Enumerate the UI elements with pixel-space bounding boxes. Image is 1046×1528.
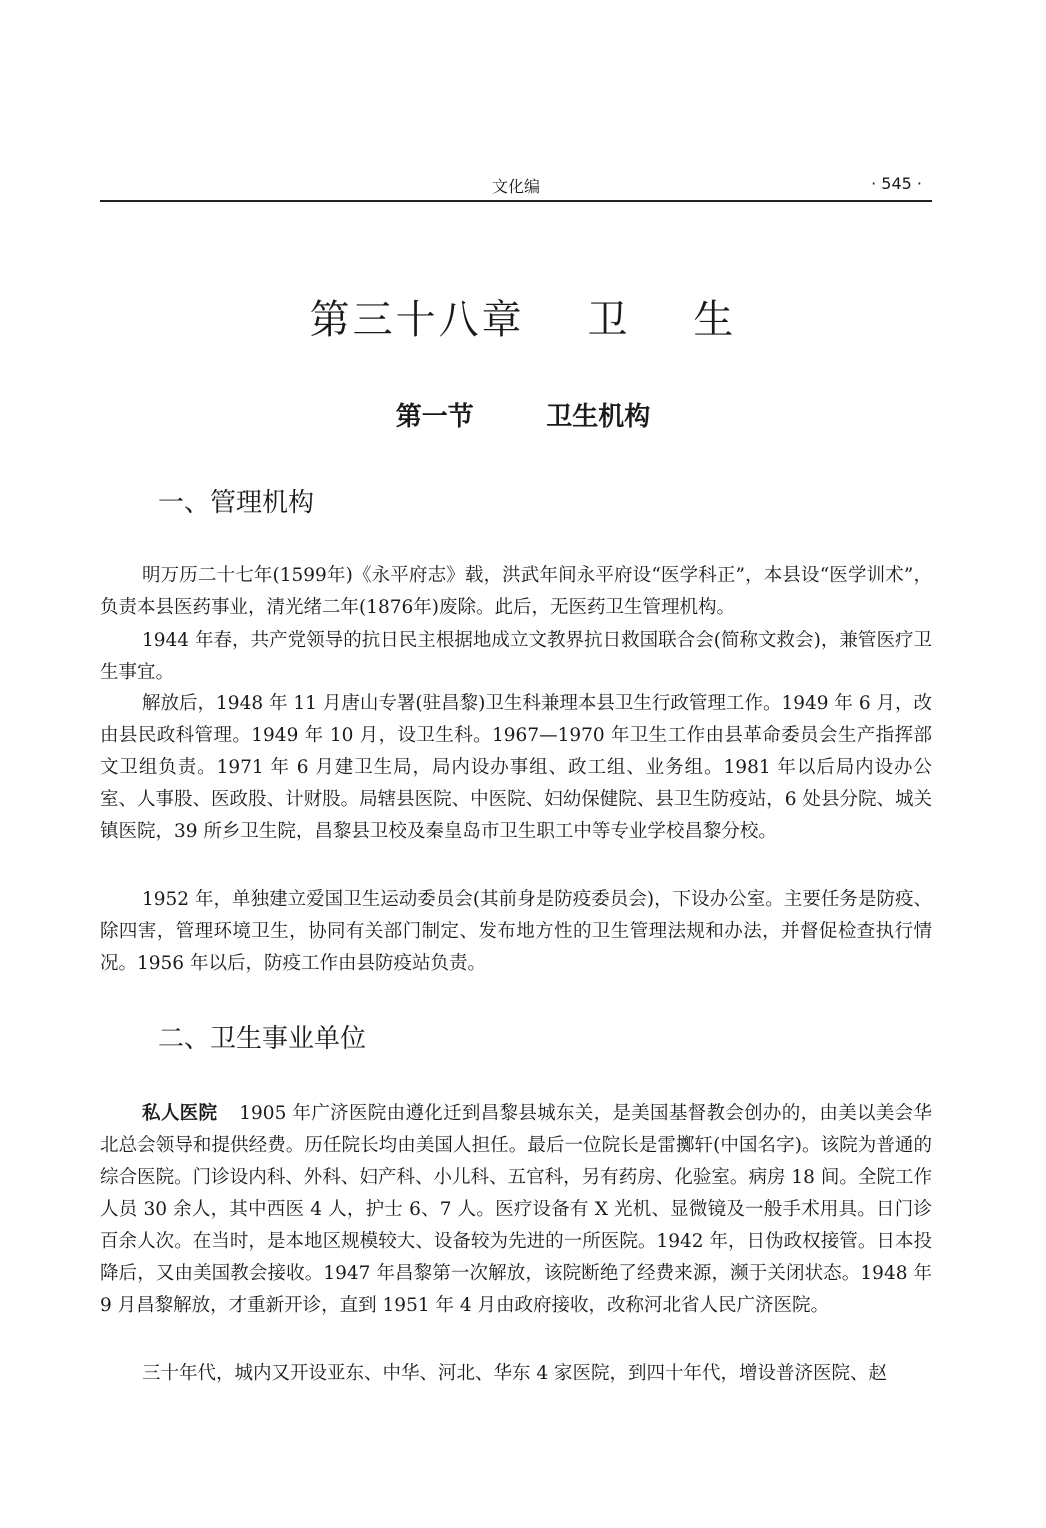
heading-health-units: 二、卫生事业单位 xyxy=(158,1024,367,1054)
running-header xyxy=(100,172,932,202)
paragraph: 1952 年，单独建立爱国卫生运动委员会(其前身是防疫委员会)，下设办公室。主要任务是防疫、除四害，管理环境卫生，协同有关部门制定、发布地方性的卫生管理法规和办法，并督促检查执行情况。1956 年以后，防疫工作由县防疫站负责。 xyxy=(100,889,932,974)
paragraph: 解放后，1948 年 11 月唐山专署(驻昌黎)卫生科兼理本县卫生行政管理工作。1949 年 6 月，改由县民政科管理。1949 年 10 月，设卫生科。1967—1970 年卫生工作由县革命委员会生产指挥部文卫组负责。1971 年 6 月建卫生局，局内设办事组、政工组、业务组。1981 年以后局内设办公室、人事股、医政股、计财股。局辖县医院、中医院、妇幼保健院、县卫生防疫站，6 处县分院、城关镇医院，39 所乡卫生院，昌黎县卫校及秦皇岛市卫生职工中等专业学校昌黎分校。 xyxy=(100,693,932,842)
paragraph: 1944 年春，共产党领导的抗日民主根据地成立文教界抗日救国联合会(简称文救会)，兼管医疗卫生事宜。 xyxy=(100,630,932,683)
paragraph: 明万历二十七年(1599年)《永平府志》载，洪武年间永平府设“医学科正”，本县设“医学训术”，负责本县医药事业，清光绪二年(1876年)废除。此后，无医药卫生管理机构。 xyxy=(100,565,932,618)
paragraph-private-hospital xyxy=(100,1098,932,1322)
paragraph-lead-term: 私人医院 xyxy=(142,1103,218,1124)
paragraph: 三十年代，城内又开设亚东、中华、河北、华东 4 家医院，到四十年代，增设普济医院、赵 xyxy=(142,1363,888,1384)
paragraph-body: 1905 年广济医院由遵化迁到昌黎县城东关，是美国基督教会创办的，由美以美会华北总会领导和提供经费。历任院长均由美国人担任。最后一位院长是雷擲轩(中国名字)。该院为普通的综合医院。门诊设内科、外科、妇产科、小儿科、五官科，另有药房、化验室。病房 18 间。全院工作人员 30 余人，其中西医 4 人，护士 6、7 人。医疗设备有 X 光机、显微镜及一般手术用具。日门诊百余人次。在当时，是本地区规模较大、设备较为先进的一所医院。1942 年，日伪政权接管。日本投降后，又由美国教会接收。1947 年昌黎第一次解放，该院断绝了经费来源，濒于关闭状态。1948 年 9 月昌黎解放，才重新开诊，直到 1951 年 4 月由政府接收，改称河北省人民广济医院。 xyxy=(100,1103,932,1316)
section-title: 第一节 卫生机构 xyxy=(395,402,651,432)
chapter-title: 第三十八章 卫 生 xyxy=(309,297,737,343)
heading-management: 一、管理机构 xyxy=(158,488,315,518)
header-section-name: 文化编 xyxy=(491,177,540,196)
page-number: · 545 · xyxy=(871,174,922,193)
